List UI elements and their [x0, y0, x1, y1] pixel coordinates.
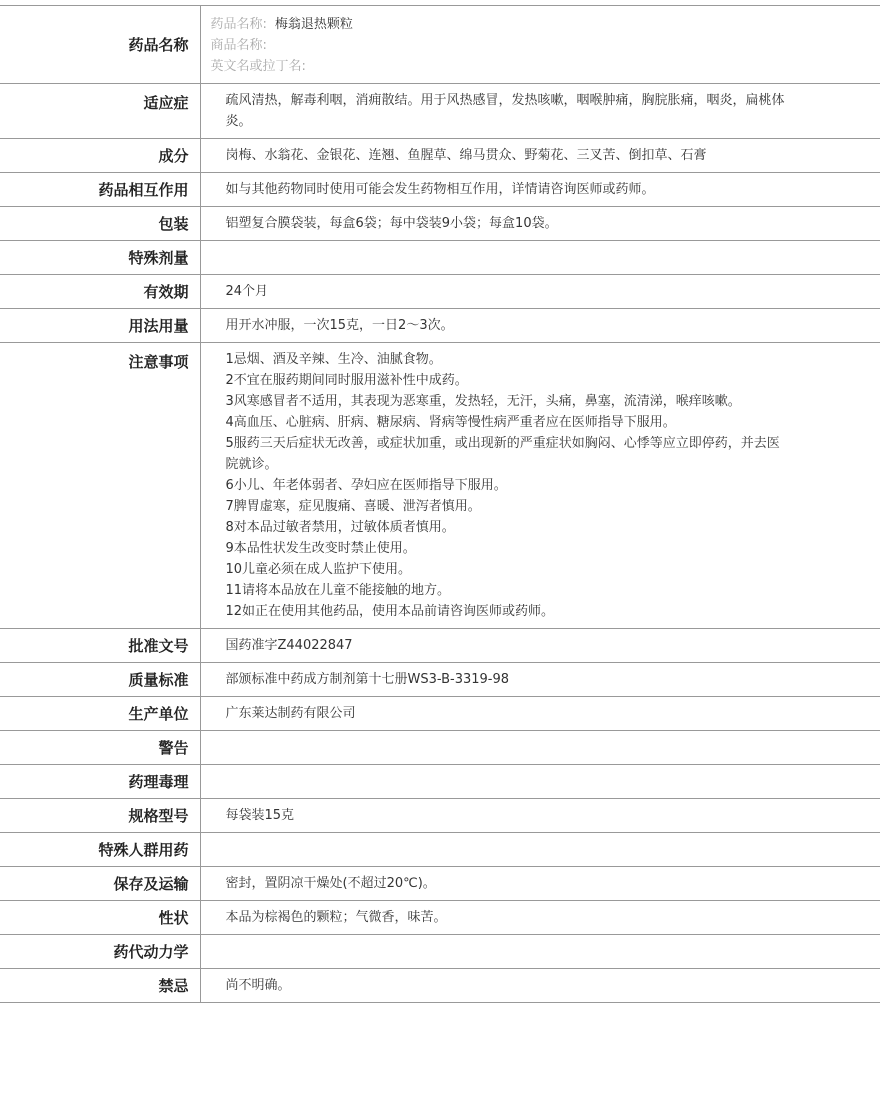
row-product-name: [0, 6, 880, 84]
value-shelf-life: 24个月: [200, 275, 880, 309]
precaution-item: 12如正在使用其他药品，使用本品前请咨询医师或药师。: [225, 604, 555, 619]
label-precautions: 注意事项: [0, 343, 200, 629]
value-storage: 密封，置阴凉干燥处(不超过20℃)。: [200, 867, 880, 901]
generic-name-line: [211, 14, 871, 35]
value-indications: 疏风清热，解毒利咽，消痈散结。用于风热感冒，发热咳嗽，咽喉肿痛，胸脘胀痛，咽炎，扁桃体炎。: [200, 84, 880, 139]
label-special-population: 特殊人群用药: [0, 833, 200, 867]
precaution-item: 5服药三天后症状无改善，或症状加重，或出现新的严重症状如胸闷、心悸等应立即停药，并去医院就诊。: [225, 436, 780, 472]
label-usage: 用法用量: [0, 309, 200, 343]
precaution-item: 10儿童必须在成人监护下使用。: [225, 562, 412, 577]
value-ingredients: 岗梅、水翁花、金银花、连翘、鱼腥草、绵马贯众、野菊花、三叉苦、倒扣草、石膏: [200, 139, 880, 173]
row-ingredients: [0, 139, 880, 173]
row-special-population: [0, 833, 880, 867]
row-appearance: [0, 901, 880, 935]
label-packaging: 包装: [0, 207, 200, 241]
row-approval: [0, 629, 880, 663]
label-appearance: 性状: [0, 901, 200, 935]
drug-spec-table: [0, 5, 880, 1003]
value-interactions: 如与其他药物同时使用可能会发生药物相互作用，详情请咨询医师或药师。: [200, 173, 880, 207]
value-appearance: 本品为棕褐色的颗粒；气微香，味苦。: [200, 901, 880, 935]
label-special-dosage: 特殊剂量: [0, 241, 200, 275]
precaution-item: 9本品性状发生改变时禁止使用。: [225, 541, 416, 556]
value-specification: 每袋装15克: [200, 799, 880, 833]
label-approval: 批准文号: [0, 629, 200, 663]
row-manufacturer: [0, 697, 880, 731]
row-special-dosage: [0, 241, 880, 275]
precaution-item: 11请将本品放在儿童不能接触的地方。: [225, 583, 451, 598]
row-toxicology: [0, 765, 880, 799]
value-standard: 部颁标准中药成方制剂第十七册WS3-B-3319-98: [200, 663, 880, 697]
value-pharmacokinetics: [200, 935, 880, 969]
value-warning: [200, 731, 880, 765]
label-manufacturer: 生产单位: [0, 697, 200, 731]
value-special-population: [200, 833, 880, 867]
precaution-item: 1忌烟、酒及辛辣、生冷、油腻食物。: [225, 352, 442, 367]
label-shelf-life: 有效期: [0, 275, 200, 309]
precaution-item: 3风寒感冒者不适用，其表现为恶寒重，发热轻，无汗，头痛，鼻塞，流清涕，喉痒咳嗽。: [225, 394, 741, 409]
precaution-item: 7脾胃虚寒，症见腹痛、喜暖、泄泻者慎用。: [225, 499, 481, 514]
label-ingredients: 成分: [0, 139, 200, 173]
value-approval: 国药准字Z44022847: [200, 629, 880, 663]
generic-name-value: 梅翁退热颗粒: [274, 17, 353, 32]
label-product-name: 药品名称: [0, 6, 200, 84]
label-warning: 警告: [0, 731, 200, 765]
value-usage: 用开水冲服，一次15克，一日2～3次。: [200, 309, 880, 343]
precaution-item: 6小儿、年老体弱者、孕妇应在医师指导下服用。: [225, 478, 507, 493]
label-storage: 保存及运输: [0, 867, 200, 901]
value-packaging: 铝塑复合膜袋装，每盒6袋；每中袋装9小袋；每盒10袋。: [200, 207, 880, 241]
row-usage: [0, 309, 880, 343]
precaution-item: 8对本品过敏者禁用，过敏体质者慎用。: [225, 520, 455, 535]
label-interactions: 药品相互作用: [0, 173, 200, 207]
label-specification: 规格型号: [0, 799, 200, 833]
label-pharmacokinetics: 药代动力学: [0, 935, 200, 969]
row-interactions: [0, 173, 880, 207]
row-indications: [0, 84, 880, 139]
row-shelf-life: [0, 275, 880, 309]
value-product-names: [200, 6, 880, 84]
row-specification: [0, 799, 880, 833]
label-indications: 适应症: [0, 84, 200, 139]
row-storage: [0, 867, 880, 901]
trade-name-key: 商品名称:: [210, 38, 267, 53]
row-pharmacokinetics: [0, 935, 880, 969]
label-standard: 质量标准: [0, 663, 200, 697]
label-toxicology: 药理毒理: [0, 765, 200, 799]
row-warning: [0, 731, 880, 765]
value-precautions: [200, 343, 880, 629]
precaution-item: 2不宜在服药期间同时服用滋补性中成药。: [225, 373, 468, 388]
value-toxicology: [200, 765, 880, 799]
row-precautions: [0, 343, 880, 629]
generic-name-key: 药品名称:: [210, 17, 267, 32]
row-contraindications: [0, 969, 880, 1003]
label-contraindications: 禁忌: [0, 969, 200, 1003]
latin-name-key: 英文名或拉丁名:: [210, 59, 306, 74]
value-manufacturer: 广东莱达制药有限公司: [200, 697, 880, 731]
row-packaging: [0, 207, 880, 241]
value-special-dosage: [200, 241, 880, 275]
row-standard: [0, 663, 880, 697]
latin-name-line: [211, 56, 871, 77]
value-contraindications: 尚不明确。: [200, 969, 880, 1003]
precaution-item: 4高血压、心脏病、肝病、糖尿病、肾病等慢性病严重者应在医师指导下服用。: [225, 415, 676, 430]
trade-name-line: [211, 35, 871, 56]
